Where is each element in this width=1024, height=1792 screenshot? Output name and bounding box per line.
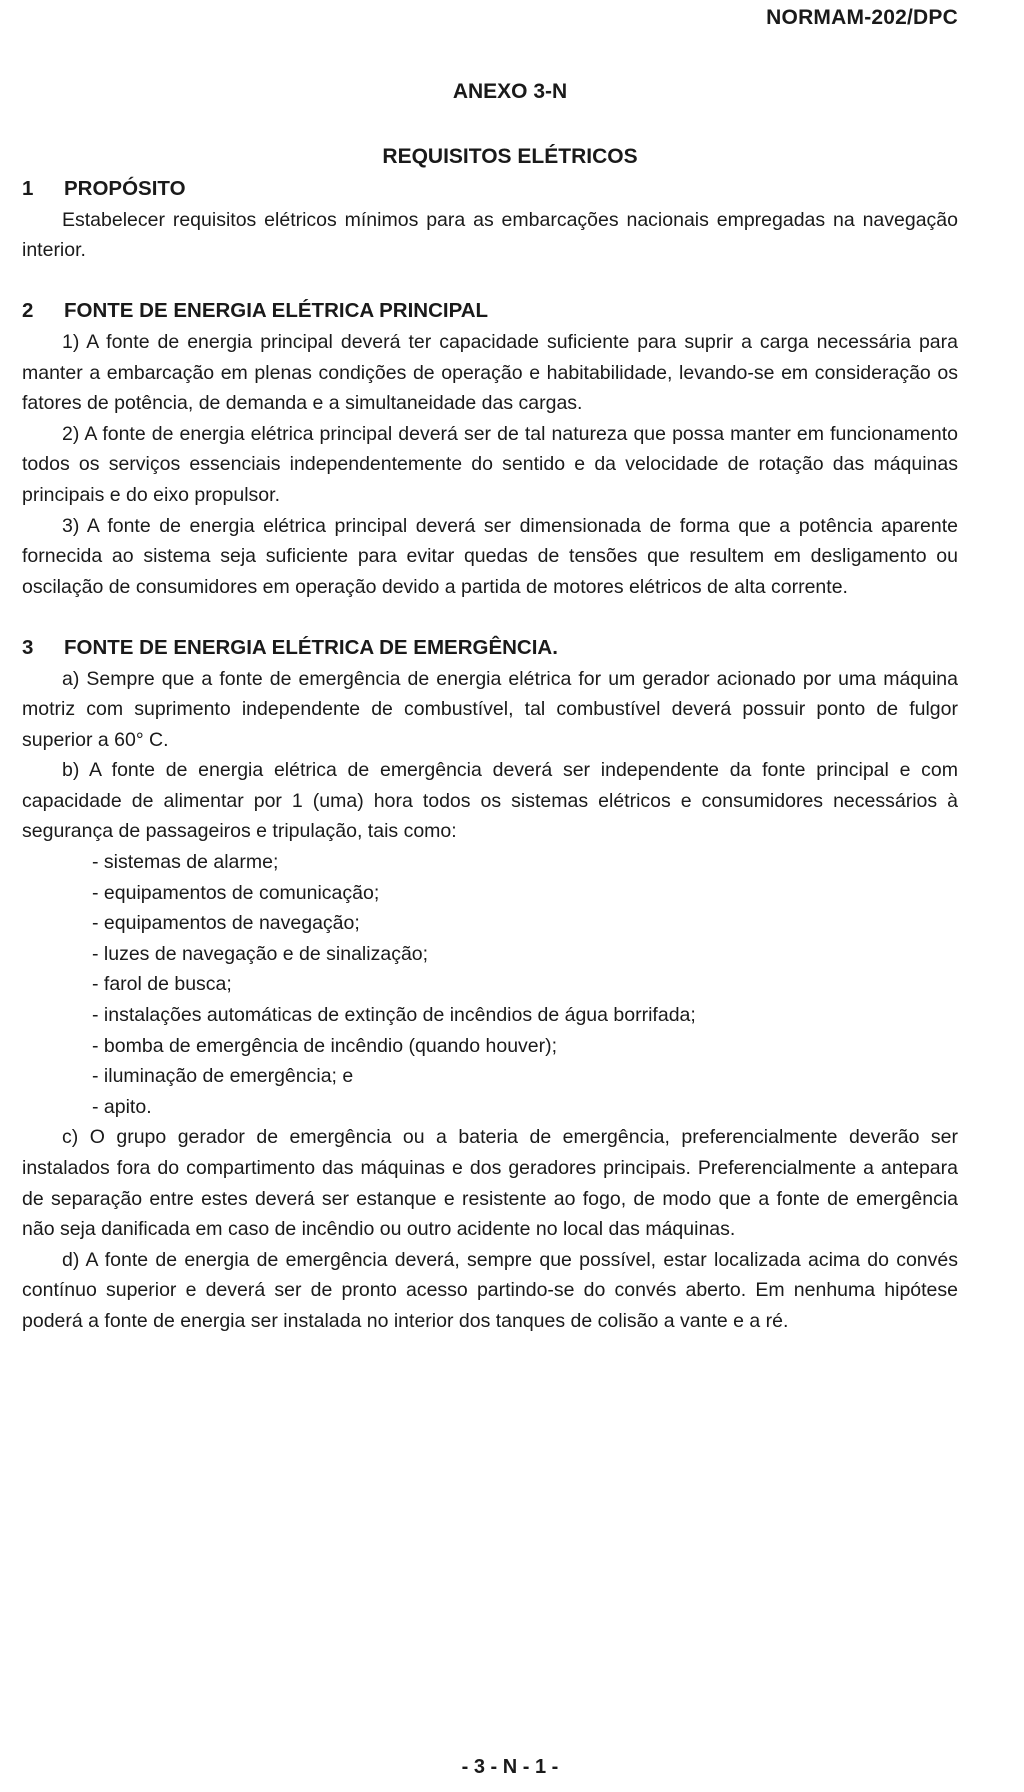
section-3-paragraph-d: d) A fonte de energia de emergência deverá, sempre que possível, estar localizada acima do convés contínuo superior e deverá ser de pronto acesso partindo-se do convés aberto. Em nenhuma hipótese poderá a fonte de energia ser instalada no interior dos tanques de colisão a vante e a ré.	[22, 1248, 958, 1332]
document-title-text: REQUISITOS ELÉTRICOS	[382, 145, 638, 168]
section-1-paragraph: Estabelecer requisitos elétricos mínimos para as embarcações nacionais empregadas na navegação interior.	[22, 208, 958, 262]
section-2-heading	[22, 296, 958, 327]
list-item: - sistemas de alarme;	[92, 851, 279, 874]
list-item: - iluminação de emergência; e	[92, 1065, 354, 1088]
section-3-paragraph-b: b) A fonte de energia elétrica de emergência deverá ser independente da fonte principal e com capacidade de alimentar por 1 (uma) hora todos os sistemas elétricos e consumidores necessários à segurança de passageiros e tripulação, tais como:	[22, 759, 958, 843]
document-page	[22, 0, 958, 1792]
section-title: FONTE DE ENERGIA ELÉTRICA PRINCIPAL	[64, 299, 489, 323]
annex-heading	[22, 80, 958, 104]
spacer	[22, 602, 958, 633]
section-3-paragraph-a: a) Sempre que a fonte de emergência de energia elétrica for um gerador acionado por uma máquina motriz com suprimento independente de combustível, tal combustível deverá possuir ponto de fulgor superior a 60° C.	[22, 667, 958, 751]
document-code: NORMAM-202/DPC	[766, 6, 958, 29]
section-2-paragraph-3: 3) A fonte de energia elétrica principal deverá ser dimensionada de forma que a potência aparente fornecida ao sistema seja suficiente para evitar quedas de tensões que resultem em desligamento ou oscilação de consumidores em operação devido a partida de motores elétricos de alta corrente.	[22, 514, 958, 598]
list-item: - instalações automáticas de extinção de incêndios de água borrifada;	[92, 1004, 696, 1027]
list-item: - luzes de navegação e de sinalização;	[92, 942, 429, 965]
section-3-heading	[22, 633, 958, 664]
spacer	[22, 266, 958, 297]
section-number: 3	[22, 635, 34, 659]
section-2-paragraph-2: 2) A fonte de energia elétrica principal deverá ser de tal natureza que possa manter em funcionamento todos os serviços essenciais independentemente do sentido e da velocidade de rotação das máquinas principais e do eixo propulsor.	[22, 422, 958, 506]
section-number: 2	[22, 299, 34, 323]
page-number-text: - 3 - N - 1 -	[461, 1756, 559, 1778]
section-3-paragraph-c: c) O grupo gerador de emergência ou a bateria de emergência, preferencialmente deverão ser instalados fora do compartimento das máquinas e dos geradores principais. Preferencialmente a antepara de separação entre estes deverá ser estanque e resistente ao fogo, de modo que a fonte de emergência não seja danificada em caso de incêndio ou outro acidente no local das máquinas.	[22, 1126, 958, 1241]
list-item: - bomba de emergência de incêndio (quando houver);	[92, 1034, 558, 1057]
document-title	[22, 145, 958, 169]
section-title: FONTE DE ENERGIA ELÉTRICA DE EMERGÊNCIA.	[64, 635, 558, 659]
section-title: PROPÓSITO	[64, 177, 186, 200]
section-number: 1	[22, 177, 34, 200]
list-item: - farol de busca;	[92, 973, 232, 996]
annex-label: ANEXO 3-N	[452, 80, 568, 103]
section-2-paragraph-1: 1) A fonte de energia principal deverá ter capacidade suficiente para suprir a carga necessária para manter a embarcação em plenas condições de operação e habitabilidade, levando-se em consideração os fatores de potência, de demanda e a simultaneidade das cargas.	[22, 330, 958, 415]
list-item: - equipamentos de navegação;	[92, 912, 360, 935]
list-item: - equipamentos de comunicação;	[92, 881, 380, 904]
page-number	[22, 1756, 958, 1779]
list-item: - apito.	[92, 1095, 152, 1118]
section-1-heading	[22, 174, 958, 205]
document-body	[22, 174, 958, 1337]
emergency-systems-list	[22, 847, 958, 1122]
